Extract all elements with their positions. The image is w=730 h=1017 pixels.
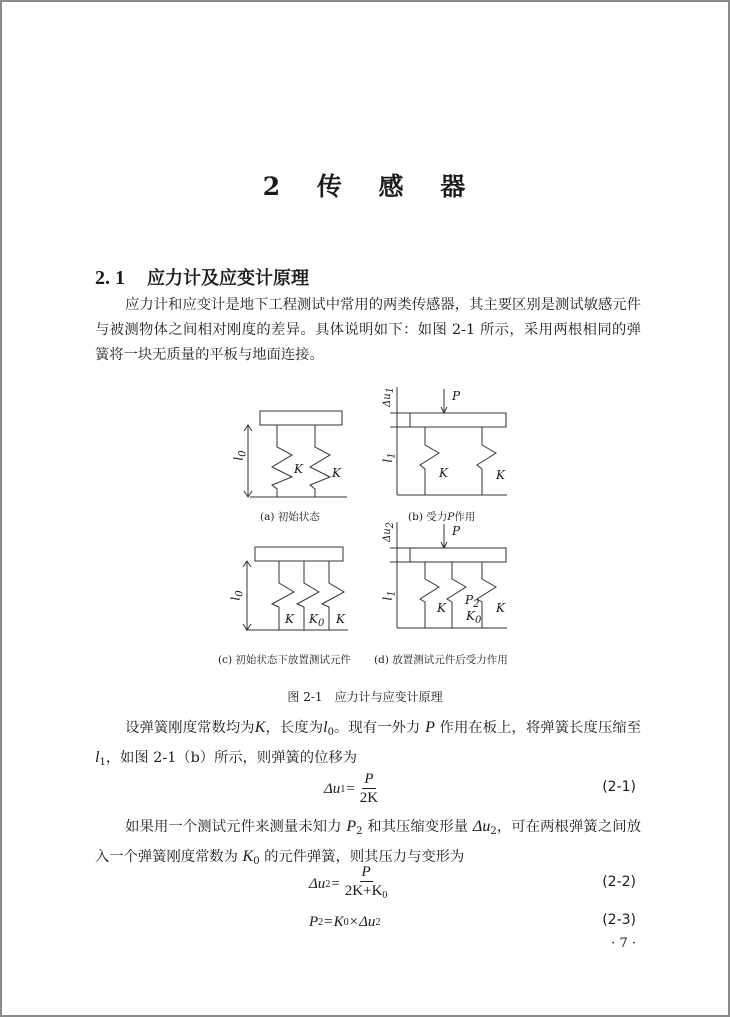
chapter-title-char: 传 bbox=[316, 172, 344, 201]
figure-number: 图 2-1 bbox=[287, 690, 323, 704]
label-l1: $l_1$ bbox=[380, 590, 398, 601]
label-k: K bbox=[496, 601, 505, 615]
chapter-title bbox=[2, 167, 728, 203]
label-k: K bbox=[285, 612, 294, 626]
spring bbox=[477, 427, 496, 495]
equation-2-3: P 2 = K 0 × Δu 2 (2-3) bbox=[309, 912, 636, 930]
section-title: 应力计及应变计原理 bbox=[147, 268, 309, 289]
fraction: $\frac{P}{2K+K_0}$ bbox=[344, 863, 388, 901]
spring bbox=[420, 562, 439, 628]
figure-caption bbox=[2, 688, 728, 705]
label-k0: $K_0$ bbox=[309, 612, 325, 629]
label-k: K bbox=[336, 612, 345, 626]
plate bbox=[410, 548, 506, 562]
diagram-c bbox=[243, 547, 348, 630]
section-number: 2. 1 bbox=[95, 267, 125, 289]
label-l1: $l_1$ bbox=[380, 452, 398, 463]
label-du2: $\Delta u_2$ bbox=[382, 521, 397, 543]
plate bbox=[255, 547, 343, 561]
diagram-d bbox=[390, 522, 507, 628]
subcaption-d: (d) 放置测试元件后受力作用 bbox=[374, 654, 508, 666]
diagram-b bbox=[390, 387, 507, 495]
section-heading bbox=[95, 264, 309, 290]
paragraph-element: 如果用一个测试元件来测量未知力 $P_2$ 和其压缩变形量 $\Delta u_2$，可在两根弹簧之间放入一个弹簧刚度常数为 $K_0$ 的元件弹簧，则其压力与变形为 bbox=[95, 818, 642, 867]
paragraph-spring: 设弹簧刚度常数均为K，长度为$l_0$。现有一外力 P 作用在板上，将弹簧长度压缩至$l_1$，如图 2-1（b）所示，则弹簧的位移为 bbox=[95, 719, 642, 768]
page-number: · 7 · bbox=[611, 936, 636, 951]
spring bbox=[447, 562, 466, 628]
label-l0: $l_0$ bbox=[231, 450, 249, 461]
fraction: $\frac{P}{2K}$ bbox=[359, 771, 379, 806]
chapter-number: 2 bbox=[262, 172, 283, 201]
figure-2-1 bbox=[218, 386, 522, 707]
paragraph-intro bbox=[95, 293, 641, 368]
figure-caption-text: 应力计与应变计原理 bbox=[334, 690, 443, 704]
label-p2: $P_2$ bbox=[465, 593, 480, 610]
label-k0: $K_0$ bbox=[466, 609, 482, 626]
label-k: K bbox=[496, 468, 505, 482]
subcaption-b: (b) 受力P作用 bbox=[408, 511, 476, 523]
spring bbox=[310, 425, 330, 497]
chapter-title-char: 器 bbox=[440, 172, 468, 201]
label-p: P bbox=[452, 524, 461, 538]
equation-number: (2-3) bbox=[602, 912, 636, 928]
figure-drawing bbox=[222, 387, 522, 687]
spring bbox=[420, 427, 439, 495]
chapter-title-char: 感 bbox=[378, 172, 406, 201]
label-k: K bbox=[332, 466, 341, 480]
paragraph-text: 应力计和应变计是地下工程测试中常用的两类传感器，其主要区别是测试敏感元件与被测物体之间相对刚度的差异。具体说明如下：如图 2-1 所示，采用两根相同的弹簧将一块无质量的平板与地面连接。 bbox=[95, 297, 641, 363]
label-k: K bbox=[294, 462, 303, 476]
label-k: K bbox=[437, 601, 446, 615]
subcaption-a: (a) 初始状态 bbox=[260, 511, 320, 523]
subcaption-c: (c) 初始状态下放置测试元件 bbox=[218, 654, 351, 666]
plate bbox=[260, 411, 342, 425]
spring bbox=[272, 425, 292, 497]
equation-2-2: Δu 2 = $\frac{P}{2K+K_0}$ (2-2) bbox=[2, 864, 728, 904]
equation-2-1: Δu 1 = $\frac{P}{2K}$ (2-1) bbox=[324, 771, 636, 806]
plate bbox=[410, 413, 506, 427]
equation-number: (2-1) bbox=[602, 779, 636, 795]
label-p: P bbox=[452, 389, 461, 403]
label-k: K bbox=[439, 466, 448, 480]
diagram-a bbox=[244, 411, 347, 497]
label-du1: $\Delta u_1$ bbox=[382, 386, 397, 408]
equation-number: (2-2) bbox=[602, 874, 636, 890]
label-l0: $l_0$ bbox=[228, 590, 246, 601]
